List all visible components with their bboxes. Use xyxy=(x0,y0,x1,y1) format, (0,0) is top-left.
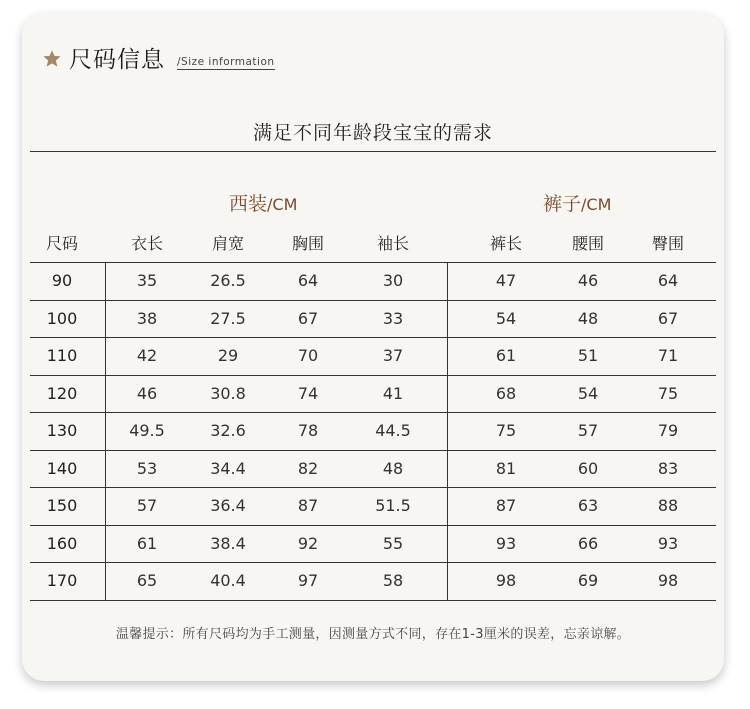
cell-sleeve-length: 30 xyxy=(382,271,404,290)
row-rule xyxy=(30,375,716,376)
cell-pants-length: 47 xyxy=(495,271,517,290)
row-rule xyxy=(30,300,716,301)
cell-shoulder-width: 26.5 xyxy=(210,271,246,290)
cell-top-length: 57 xyxy=(136,496,158,515)
row-rule xyxy=(30,337,716,338)
table-row xyxy=(22,412,724,449)
column-header-hip: 臀围 xyxy=(651,234,684,253)
cell-top-length: 61 xyxy=(136,533,158,553)
cell-top-length: 35 xyxy=(136,271,158,290)
cell-size: 130 xyxy=(46,421,78,440)
table-row xyxy=(22,487,724,524)
cell-waist: 66 xyxy=(577,533,599,553)
cell-size: 150 xyxy=(46,496,78,515)
cell-chest: 64 xyxy=(297,271,319,290)
row-rule xyxy=(30,600,716,601)
cell-sleeve-length: 51.5 xyxy=(375,496,411,515)
suit-group-unit: /CM xyxy=(267,195,298,214)
section-header xyxy=(42,41,275,74)
table-top-rule xyxy=(30,262,716,263)
row-rule xyxy=(30,450,716,451)
cell-chest: 78 xyxy=(297,421,319,440)
cell-hip: 71 xyxy=(657,346,679,365)
cell-size: 100 xyxy=(46,308,78,328)
table-row xyxy=(22,525,724,562)
cell-hip: 79 xyxy=(657,421,679,440)
column-header-top-length: 衣长 xyxy=(130,234,163,253)
cell-chest: 67 xyxy=(297,308,319,328)
cell-sleeve-length: 41 xyxy=(382,383,404,403)
suit-group-name: 西装 xyxy=(229,193,268,215)
cell-waist: 51 xyxy=(577,346,599,365)
cell-sleeve-length: 37 xyxy=(382,346,404,365)
table-row xyxy=(22,375,724,412)
cell-shoulder-width: 30.8 xyxy=(210,383,246,403)
cell-pants-length: 93 xyxy=(495,533,517,553)
suit-group-title xyxy=(229,189,297,216)
column-header-size: 尺码 xyxy=(45,234,78,253)
size-column-divider xyxy=(105,262,106,600)
pants-group-name: 裤子 xyxy=(543,193,582,215)
cell-hip: 83 xyxy=(657,458,679,478)
column-header-sleeve-length: 袖长 xyxy=(376,234,409,253)
cell-chest: 82 xyxy=(297,458,319,478)
size-info-card xyxy=(22,13,724,681)
cell-pants-length: 81 xyxy=(495,458,517,478)
section-title: 尺码信息 xyxy=(69,47,165,73)
cell-hip: 67 xyxy=(657,308,679,328)
cell-top-length: 46 xyxy=(136,383,158,403)
cell-size: 120 xyxy=(46,383,78,403)
cell-size: 160 xyxy=(46,533,78,553)
row-rule xyxy=(30,412,716,413)
star-icon xyxy=(42,49,62,69)
cell-hip: 98 xyxy=(657,571,679,590)
cell-waist: 54 xyxy=(577,383,599,403)
cell-pants-length: 75 xyxy=(495,421,517,440)
headline-divider xyxy=(30,151,716,152)
cell-top-length: 38 xyxy=(136,308,158,328)
cell-waist: 69 xyxy=(577,571,599,590)
pants-group-unit: /CM xyxy=(581,195,612,214)
cell-top-length: 53 xyxy=(136,458,158,478)
group-divider xyxy=(447,262,448,600)
cell-chest: 74 xyxy=(297,383,319,403)
pants-group-title xyxy=(543,189,611,216)
cell-shoulder-width: 34.4 xyxy=(210,458,246,478)
table-row xyxy=(22,300,724,337)
cell-hip: 75 xyxy=(657,383,679,403)
cell-sleeve-length: 44.5 xyxy=(375,421,411,440)
cell-chest: 87 xyxy=(297,496,319,515)
cell-size: 90 xyxy=(51,271,73,290)
section-subtitle: /Size information xyxy=(177,56,275,68)
table-row xyxy=(22,337,724,374)
cell-top-length: 65 xyxy=(136,571,158,590)
row-rule xyxy=(30,525,716,526)
cell-chest: 70 xyxy=(297,346,319,365)
cell-waist: 63 xyxy=(577,496,599,515)
cell-chest: 92 xyxy=(297,533,319,553)
cell-shoulder-width: 38.4 xyxy=(210,533,246,553)
cell-chest: 97 xyxy=(297,571,319,590)
cell-pants-length: 98 xyxy=(495,571,517,590)
cell-top-length: 42 xyxy=(136,346,158,365)
cell-sleeve-length: 55 xyxy=(382,533,404,553)
cell-waist: 46 xyxy=(577,271,599,290)
headline: 满足不同年龄段宝宝的需求 xyxy=(252,122,493,144)
cell-size: 140 xyxy=(46,458,78,478)
cell-shoulder-width: 36.4 xyxy=(210,496,246,515)
cell-pants-length: 61 xyxy=(495,346,517,365)
cell-pants-length: 87 xyxy=(495,496,517,515)
cell-sleeve-length: 58 xyxy=(382,571,404,590)
measurement-note: 温馨提示：所有尺码均为手工测量，因测量方式不同，存在1-3厘米的误差，忘亲谅解。 xyxy=(115,627,631,642)
cell-waist: 48 xyxy=(577,308,599,328)
cell-shoulder-width: 27.5 xyxy=(210,308,246,328)
cell-size: 110 xyxy=(46,346,78,365)
table-row xyxy=(22,262,724,299)
row-rule xyxy=(30,487,716,488)
cell-sleeve-length: 48 xyxy=(382,458,404,478)
table-row xyxy=(22,562,724,599)
cell-pants-length: 68 xyxy=(495,383,517,403)
cell-top-length: 49.5 xyxy=(129,421,165,440)
cell-waist: 57 xyxy=(577,421,599,440)
cell-shoulder-width: 40.4 xyxy=(210,571,246,590)
column-header-chest: 胸围 xyxy=(291,234,324,253)
row-rule xyxy=(30,562,716,563)
cell-size: 170 xyxy=(46,571,78,590)
cell-waist: 60 xyxy=(577,458,599,478)
cell-sleeve-length: 33 xyxy=(382,308,404,328)
table-row xyxy=(22,450,724,487)
column-header-waist: 腰围 xyxy=(571,234,604,253)
column-header-shoulder-width: 肩宽 xyxy=(211,234,244,253)
cell-hip: 64 xyxy=(657,271,679,290)
cell-shoulder-width: 29 xyxy=(217,346,239,365)
cell-hip: 88 xyxy=(657,496,679,515)
column-header-pants-length: 裤长 xyxy=(489,234,522,253)
cell-hip: 93 xyxy=(657,533,679,553)
cell-pants-length: 54 xyxy=(495,308,517,328)
cell-shoulder-width: 32.6 xyxy=(210,421,246,440)
